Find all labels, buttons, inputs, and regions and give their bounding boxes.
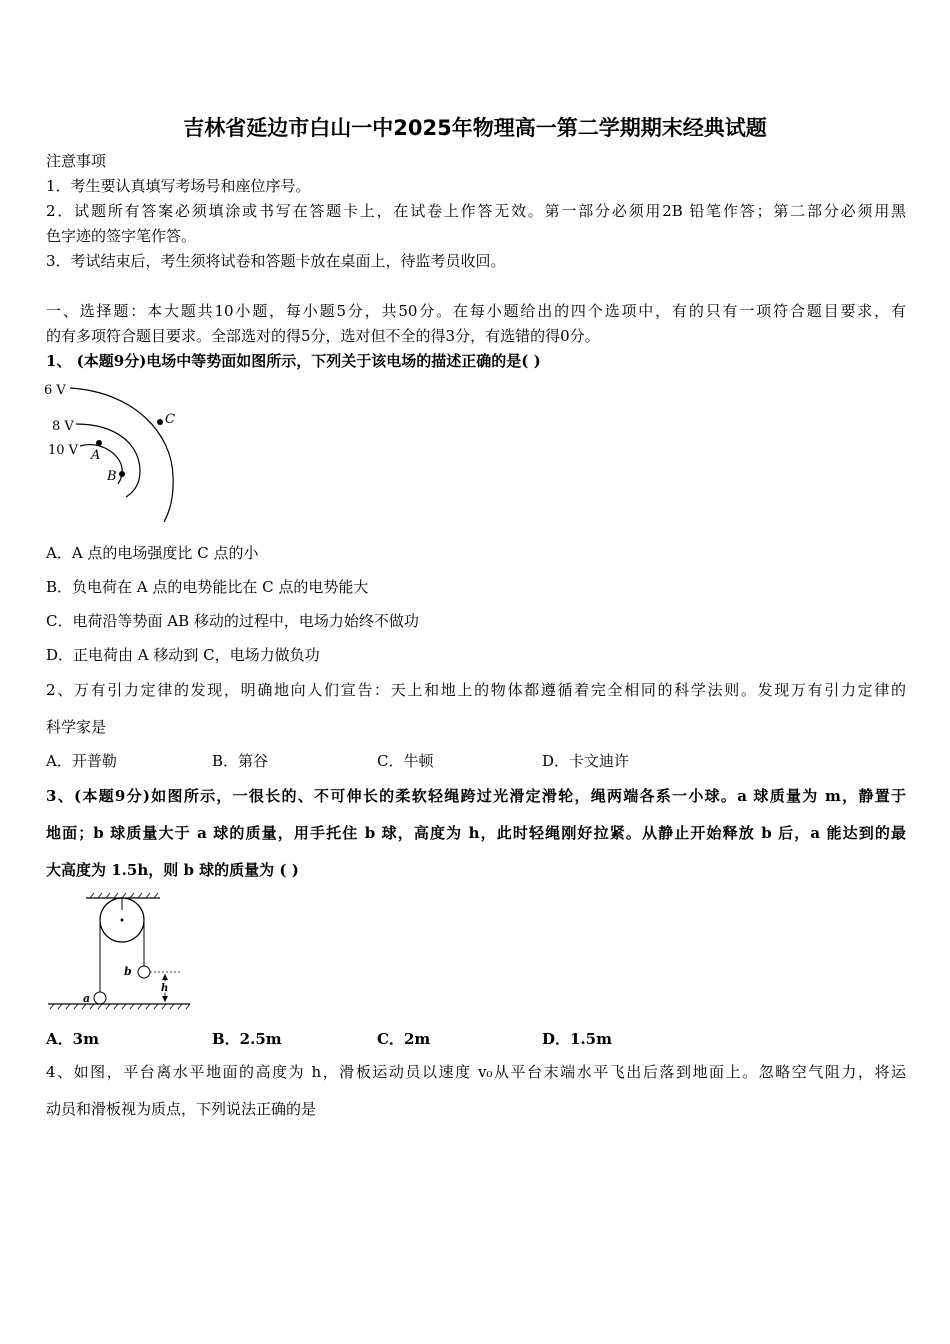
q3-option-c: C．2m [377,1030,431,1048]
q3-stem-1: 3、(本题9分)如图所示，一很长的、不可伸长的柔软轻绳跨过光滑定滑轮，绳两端各系一小球。a 球质量为 m，静置于 [46,787,906,805]
q2-option-b: B．第谷 [212,752,269,770]
q1-option-b: B．负电荷在 A 点的电势能比在 C 点的电势能大 [46,578,369,596]
q1-option-a: A．A 点的电场强度比 C 点的小 [46,544,259,562]
q4-stem-1: 4、如图，平台离水平地面的高度为 h，滑板运动员以速度 v₀从平台末端水平飞出后落到地面上。忽略空气阻力，将运 [46,1063,906,1081]
q1-option-d: D．正电荷由 A 移动到 C，电场力做负功 [46,646,320,664]
point-c-dot [157,419,163,425]
notice-item-1: 1．考生要认真填写考场号和座位序号。 [46,177,311,195]
ceiling-hatch [90,893,158,898]
point-a-dot [96,440,102,446]
ball-b [138,966,150,978]
equipotential-8v-line [76,424,140,497]
ground-hatch [50,1004,190,1009]
notice-item-2: 2．试题所有答案必须填涂或书写在答题卡上，在试卷上作答无效。第一部分必须用2B 铅笔作答；第二部分必须用黑 [46,202,906,220]
label-6v: 6 V [44,383,66,398]
q3-stem-2: 地面；b 球质量大于 a 球的质量，用手托住 b 球，高度为 h，此时轻绳刚好拉紧。从静止开始释放 b 后，a 能达到的最 [46,824,906,842]
q3-option-d: D．1.5m [542,1030,612,1048]
equipotential-6v-line [70,388,173,522]
label-point-a: A [91,448,101,463]
page-title: 吉林省延边市白山一中2025年物理高一第二学期期末经典试题 [183,116,767,140]
label-point-b: B [107,469,117,484]
q3-option-a: A．3m [46,1030,99,1048]
section1-instructions-2: 的有多项符合题目要求。全部选对的得5分，选对但不全的得3分，有选错的得0分。 [46,327,600,345]
q3-option-b: B．2.5m [212,1030,282,1048]
label-10v: 10 V [48,443,79,458]
notice-item-3: 3．考试结束后，考生须将试卷和答题卡放在桌面上，待监考员收回。 [46,252,506,270]
q1-stem: 1、 (本题9分)电场中等势面如图所示，下列关于该电场的描述正确的是( ) [46,352,541,370]
q2-stem-2: 科学家是 [46,718,107,736]
q2-option-d: D．卡文迪许 [542,752,630,770]
label-height-h: h [161,983,169,994]
notice-item-2-cont: 色字迹的签字笔作答。 [46,227,197,245]
section1-instructions-1: 一、选择题：本大题共10小题，每小题5分，共50分。在每小题给出的四个选项中，有的只有一项符合题目要求，有 [46,302,906,320]
q2-options [46,750,906,770]
label-8v: 8 V [52,419,74,434]
q2-stem-1: 2、万有引力定律的发现，明确地向人们宣告：天上和地上的物体都遵循着完全相同的科学法则。发现万有引力定律的 [46,681,906,699]
ball-a [94,992,106,1004]
label-ball-a: a [83,992,91,1005]
q3-options [46,1028,906,1048]
q4-stem-2: 动员和滑板视为质点，下列说法正确的是 [46,1100,317,1118]
q2-option-c: C．牛顿 [377,752,434,770]
q3-pulley-figure [44,892,194,1012]
q1-option-c: C．电荷沿等势面 AB 移动的过程中，电场力始终不做功 [46,612,419,630]
q3-stem-3: 大高度为 1.5h，则 b 球的质量为 ( ) [46,861,299,879]
point-b-dot [119,471,125,477]
label-ball-b: b [124,965,132,978]
label-point-c: C [165,412,175,427]
q1-equipotential-figure [40,376,190,526]
q2-option-a: A．开普勒 [46,752,117,770]
notice-heading: 注意事项 [46,152,107,170]
